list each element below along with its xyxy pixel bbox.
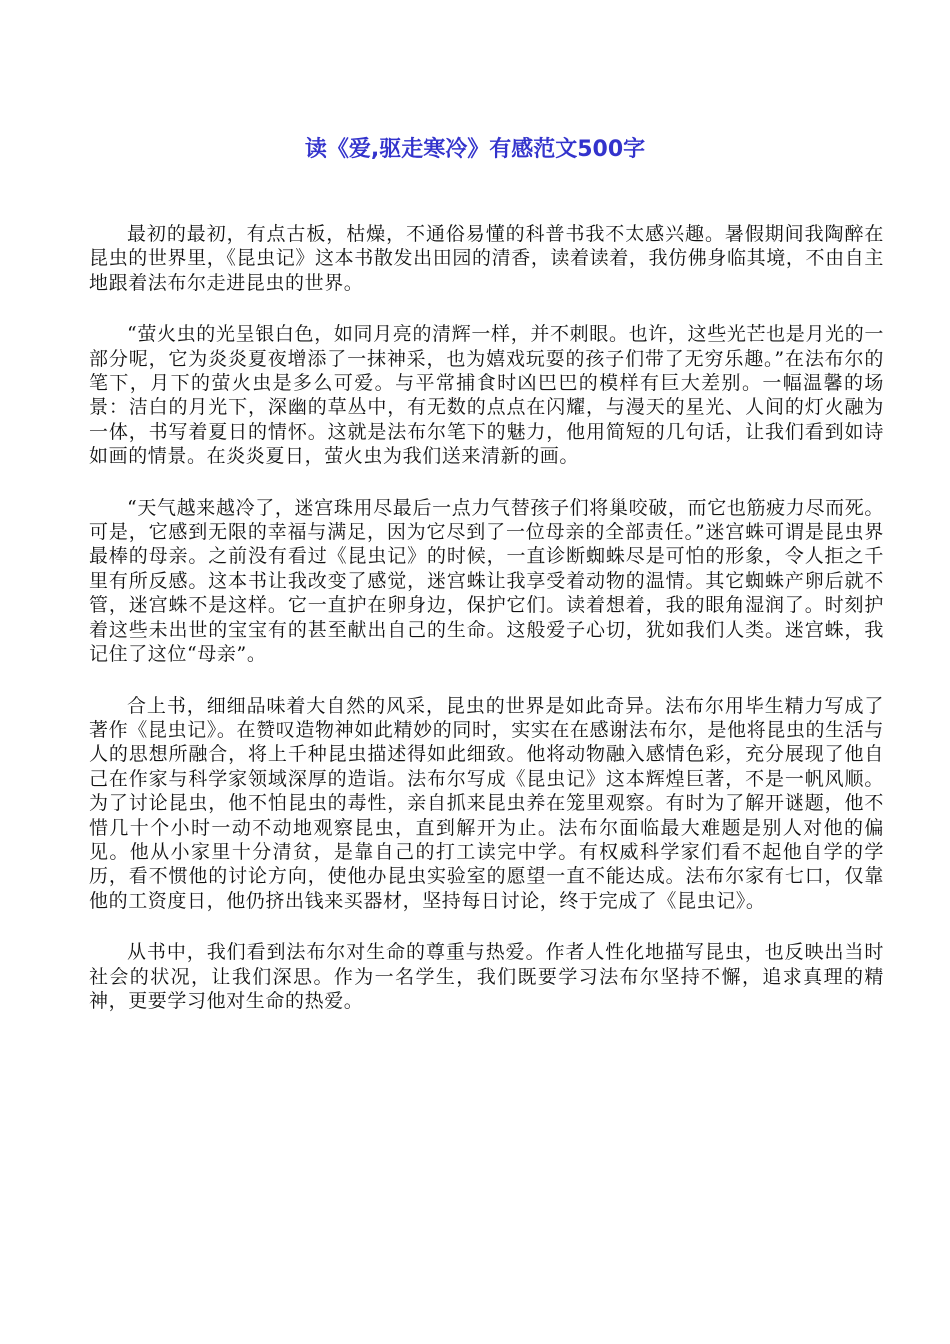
article-body [89,222,884,1040]
document-title: 读《爱,驱走寒冷》有感范文500字 [304,137,646,162]
paragraph-1: 最初的最初，有点古板，枯燥，不通俗易懂的科普书我不太感兴趣。暑假期间我陶醉在昆虫的世界里，《昆虫记》这本书散发出田园的清香，读着读着，我仿佛身临其境，不由自主地跟着法布尔走进昆虫的世界。 [89,223,884,294]
paragraph-2: “萤火虫的光呈银白色，如同月亮的清辉一样，并不刺眼。也许，这些光芒也是月光的一部分呢，它为炎炎夏夜增添了一抹神采，也为嬉戏玩耍的孩子们带了无穷乐趣。”在法布尔的笔下，月下的萤火虫是多么可爱。与平常捕食时凶巴巴的模样有巨大差别。一幅温馨的场景：洁白的月光下，深幽的草丛中，有无数的点点在闪耀，与漫天的星光、人间的灯火融为一体，书写着夏日的情怀。这就是法布尔笔下的魅力，他用简短的几句话，让我们看到如诗如画的情景。在炎炎夏日，萤火虫为我们送来清新的画。 [89,323,884,468]
paragraph-4: 合上书，细细品味着大自然的风采，昆虫的世界是如此奇异。法布尔用毕生精力写成了著作《昆虫记》。在赞叹造物神如此精妙的同时，实实在在感谢法布尔，是他将昆虫的生活与人的思想所融合，将上千种昆虫描述得如此细致。他将动物融入感情色彩，充分展现了他自己在作家与科学家领域深厚的造诣。法布尔写成《昆虫记》这本辉煌巨著，不是一帆风顺。为了讨论昆虫，他不怕昆虫的毒性，亲自抓来昆虫养在笼里观察。有时为了解开谜题，他不惜几十个小时一动不动地观察昆虫，直到解开为止。法布尔面临最大难题是别人对他的偏见。他从小家里十分清贫，是靠自己的打工读完中学。有权威科学家们看不起他自学的学历，看不惯他的讨论方向，使他办昆虫实验室的愿望一直不能达成。法布尔家有七口，仅靠他的工资度日，他仍挤出钱来买器材，坚持每日讨论，终于完成了《昆虫记》。 [89,694,884,912]
paragraph-5: 从书中，我们看到法布尔对生命的尊重与热爱。作者人性化地描写昆虫，也反映出当时社会的状况，让我们深思。作为一名学生，我们既要学习法布尔坚持不懈，追求真理的精神，更要学习他对生命的热爱。 [89,941,884,1012]
paragraph-3: “天气越来越冷了，迷宫珠用尽最后一点力气替孩子们将巢咬破，而它也筋疲力尽而死。可是，它感到无限的幸福与满足，因为它尽到了一位母亲的全部责任。”迷宫蛛可谓是昆虫界最棒的母亲。之前没有看过《昆虫记》的时候，一直诊断蜘蛛尽是可怕的形象，令人拒之千里有所反感。这本书让我改变了感觉，迷宫蛛让我享受着动物的温情。其它蜘蛛产卵后就不管，迷宫蛛不是这样。它一直护在卵身边，保护它们。读着想着，我的眼角湿润了。时刻护着这些未出世的宝宝有的甚至献出自己的生命。这般爱子心切，犹如我们人类。迷宫蛛，我记住了这位“母亲”。 [89,496,884,666]
